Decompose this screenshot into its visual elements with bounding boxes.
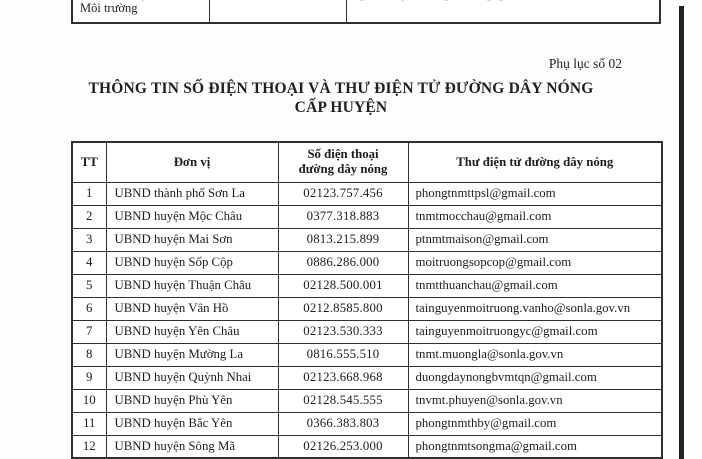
cell-index: 12: [72, 435, 106, 458]
table-row: [72, 320, 662, 343]
table-row: [72, 343, 662, 366]
header-phone-line1: Số điện thoại: [307, 147, 379, 162]
cell-email: ptnmtmaison@gmail.com: [408, 228, 662, 251]
cell-phone: 0377.318.883: [278, 205, 408, 228]
page-edge-line: [679, 6, 684, 459]
previous-table-cell-2: [210, 0, 347, 22]
cell-email: tnmt.muongla@sonla.gov.vn: [408, 343, 662, 366]
table-row: [72, 297, 662, 320]
cell-index: 8: [72, 343, 106, 366]
cell-phone: 02128.500.001: [278, 274, 408, 297]
cell-phone: 0212.8585.800: [278, 297, 408, 320]
document-title-line1: THÔNG TIN SỐ ĐIỆN THOẠI VÀ THƯ ĐIỆN TỬ ĐƯỜNG DÂY NÓNG: [88, 80, 594, 97]
table-row: [72, 182, 662, 205]
previous-table-cell-3: [347, 0, 659, 22]
hotline-table-header: [72, 142, 662, 182]
table-row: [72, 251, 662, 274]
clipped-text-fragment: [359, 0, 510, 2]
cell-index: 5: [72, 274, 106, 297]
cell-unit: UBND huyện Sông Mã: [106, 435, 278, 458]
cell-email: tainguyenmoitruongyc@gmail.com: [408, 320, 662, 343]
document-title: [10, 79, 672, 117]
previous-table-cell-text: Môi trường: [80, 1, 138, 15]
cell-index: 1: [72, 182, 106, 205]
cell-unit: UBND thành phố Sơn La: [106, 182, 278, 205]
cell-email: tnvmt.phuyen@sonla.gov.vn: [408, 389, 662, 412]
table-row: [72, 435, 662, 458]
cell-phone: 02128.545.555: [278, 389, 408, 412]
cell-phone: 0816.555.510: [278, 343, 408, 366]
cell-unit: UBND huyện Sốp Cộp: [106, 251, 278, 274]
cell-email: phongtnmttpsl@gmail.com: [408, 182, 662, 205]
table-row: [72, 412, 662, 435]
table-row: [72, 205, 662, 228]
cell-index: 11: [72, 412, 106, 435]
table-row: [72, 389, 662, 412]
cell-email: phongtnmthby@gmail.com: [408, 412, 662, 435]
cell-unit: UBND huyện Mai Sơn: [106, 228, 278, 251]
cell-index: 9: [72, 366, 106, 389]
cell-unit: UBND huyện Mộc Châu: [106, 205, 278, 228]
header-phone: [278, 142, 408, 182]
cell-index: 3: [72, 228, 106, 251]
cell-phone: 02123.668.968: [278, 366, 408, 389]
cell-index: 4: [72, 251, 106, 274]
document-title-line2: CẤP HUYỆN: [294, 99, 388, 116]
table-row: [72, 228, 662, 251]
cell-unit: UBND huyện Quỳnh Nhai: [106, 366, 278, 389]
previous-table-cell-1: [73, 0, 210, 22]
appendix-label: Phụ lục số 02: [548, 56, 622, 71]
table-row: [72, 366, 662, 389]
table-row: [72, 274, 662, 297]
cell-email: duongdaynongbvmtqn@gmail.com: [408, 366, 662, 389]
cell-unit: UBND huyện Yên Châu: [106, 320, 278, 343]
hotline-table: [71, 141, 663, 459]
cell-email: phongtnmtsongma@gmail.com: [408, 435, 662, 458]
cell-email: tnmtmocchau@gmail.com: [408, 205, 662, 228]
cell-unit: UBND huyện Vân Hồ: [106, 297, 278, 320]
cell-unit: UBND huyện Thuận Châu: [106, 274, 278, 297]
cell-unit: UBND huyện Phù Yên: [106, 389, 278, 412]
cell-email: moitruongsopcop@gmail.com: [408, 251, 662, 274]
cell-phone: 02123.757.456: [278, 182, 408, 205]
cell-phone: 0813.215.899: [278, 228, 408, 251]
cell-unit: UBND huyện Mường La: [106, 343, 278, 366]
cell-email: tainguyenmoitruong.vanho@sonla.gov.vn: [408, 297, 662, 320]
cell-phone: 0366.383.803: [278, 412, 408, 435]
cell-index: 2: [72, 205, 106, 228]
cell-phone: 02123.530.333: [278, 320, 408, 343]
header-unit: Đơn vị: [106, 142, 278, 182]
cell-unit: UBND huyện Bắc Yên: [106, 412, 278, 435]
cell-phone: 0886.286.000: [278, 251, 408, 274]
cell-phone: 02126.253.000: [278, 435, 408, 458]
cell-email: tnmtthuanchau@gmail.com: [408, 274, 662, 297]
header-row: [72, 142, 662, 182]
header-tt: TT: [72, 142, 106, 182]
hotline-table-body: [72, 182, 662, 458]
cell-index: 7: [72, 320, 106, 343]
cell-index: 10: [72, 389, 106, 412]
cell-index: 6: [72, 297, 106, 320]
header-email: Thư điện tử đường dây nóng: [408, 142, 662, 182]
previous-table-fragment: [71, 0, 661, 24]
header-phone-line2: đường dây nóng: [298, 162, 388, 177]
